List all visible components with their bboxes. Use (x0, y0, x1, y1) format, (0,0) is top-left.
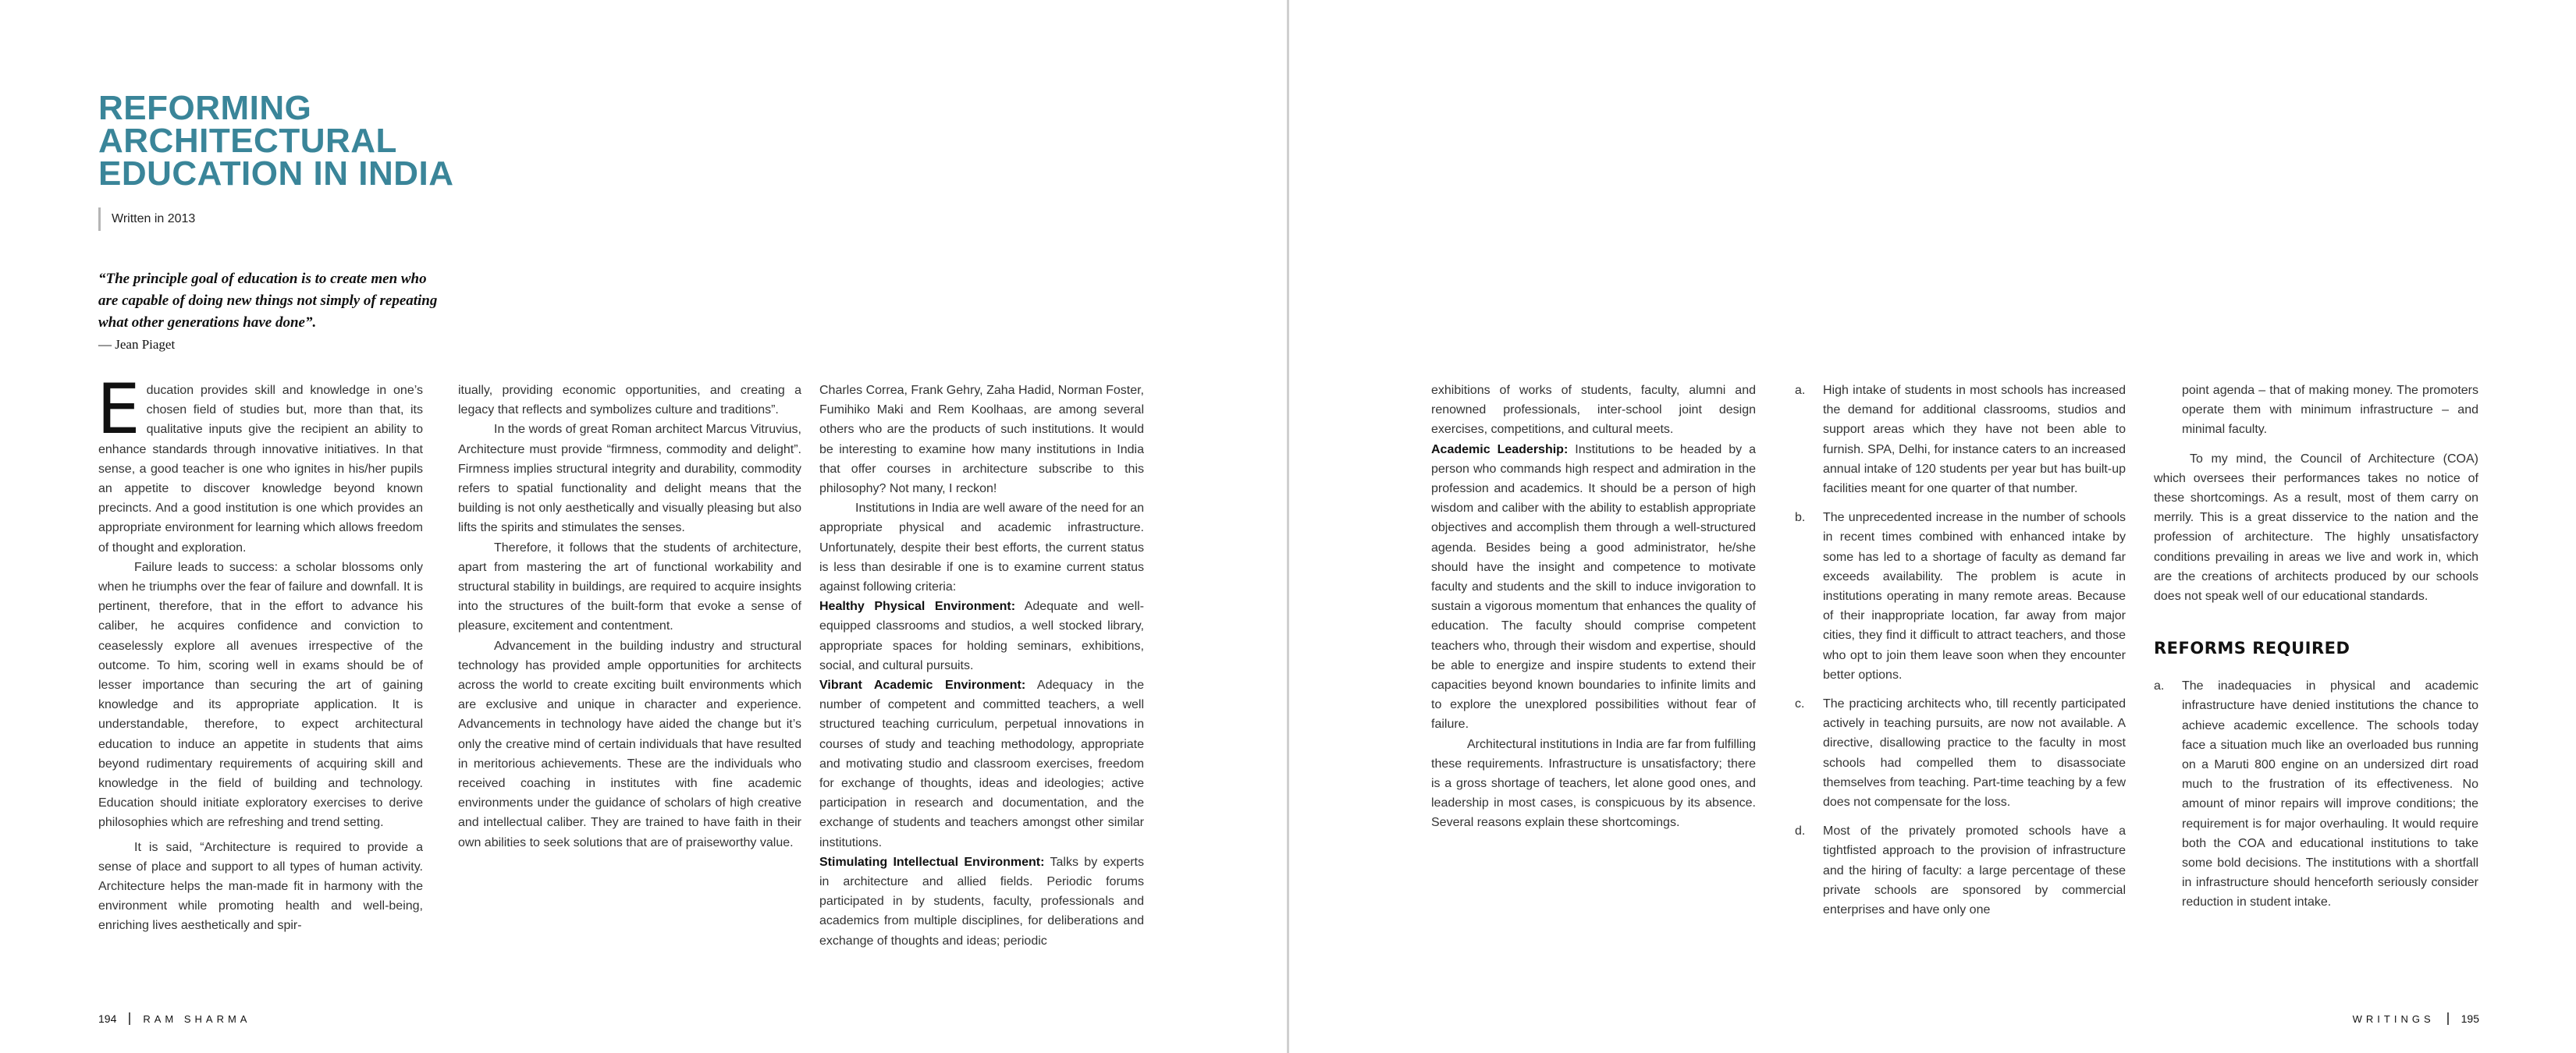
paragraph: In the words of great Roman architect Marcus Vitruvius, Architecture must provide “firmness, commodity and delight”. Firmness implies structural integrity and durability, commodity refers to spatial functionality and delight means that the building is not only aesthetically and visually pleasing but also lifts the spirits and stimulates the senses. (458, 423, 801, 535)
criterion-label: Healthy Physical Environment: (819, 600, 1016, 614)
paragraph: Charles Correa, Frank Gehry, Zaha Hadid, Norman Foster, Fumihiko Maki and Rem Koolhaas, are among several others who are the products of such institutions. It would be interesting to examine how many institutions in India that offer courses in architecture subscribe to this philosophy? Not many, I reckon! (819, 384, 1144, 496)
paragraph: itually, providing economic opportunities, and creating a legacy that reflects and symbolizes culture and traditions”. (458, 384, 801, 417)
list-item (1795, 694, 2126, 812)
criterion (819, 675, 1144, 853)
criterion-text: Adequate and well-equipped classrooms and studios, a well stocked library, appropriate spaces for holding seminars, exhibitions, social, and cultural pursuits. (819, 600, 1145, 672)
criterion-text: Institutions to be headed by a person who commands high respect and admiration in the profession and academics. It should be a person of high wisdom and caliber with the ability to establish appropriate objectives and accomplish them through a well-structured agenda. Besides being a good administrator, he/she should have the insight and competence to motivate faculty and students and the skill to induce invigoration to sustain a vigorous momentum that enhances the quality of education. The faculty should comprise competent teachers who, through their wisdom and expertise, should be able to energize and inspire students to extend their capacities beyond known boundaries to infinite limits and to explore the unexplored possibilities without fear of failure. (1431, 442, 1757, 732)
title-line: ARCHITECTURAL (98, 122, 397, 160)
list-item (2154, 676, 2478, 912)
criterion-label: Academic Leadership: (1431, 442, 1569, 456)
criterion-label: Stimulating Intellectual Environment: (819, 855, 1045, 869)
list-item (1795, 381, 2126, 498)
paragraph: Institutions in India are well aware of the need for an appropriate physical and academic infrastructure. Unfortunately, despite their best efforts, the current status is less than desirable if one is to examine current status against following criteria: (819, 502, 1144, 594)
body-column-3 (819, 381, 1144, 951)
list-text: The inadequacies in physical and academic infrastructure have denied institutions the chance to achieve academic excellence. The schools today face a situation much like an overloaded bus running on a Maruti 800 engine on an undersized dirt road much to the frustration of its effectiveness. No amount of minor repairs will improve conditions; the requirement is for major overhauling. It would require both the COA and educational institutions to take some bold decisions. The institutions with a shortfall in infrastructure should henceforth seriously consider reduction in student intake. (2182, 679, 2478, 909)
paragraph: Failure leads to success: a scholar blossoms only when he triumphs over the fear of failure and downfall. It is pertinent, therefore, that in the effort to advance his caliber, he acquires confidence and conviction to ceaselessly explore all avenues irrespective of the outcome. To him, scoring well in exams should be of lesser importance than securing the art of gaining knowledge and its appropriate application. It is understandable, therefore, to expect architectural education to induce an appetite in students that aims beyond rudimentary requirements of acquiring skill and knowledge in the field of building and technology. Education should initiate exploratory exercises to derive philosophies which are refreshing and trend setting. (98, 560, 423, 830)
epigraph-quote: “The principle goal of education is to create men who are capable of doing new things not simply of repeating what other generations have done”. (98, 271, 438, 331)
criterion (819, 597, 1144, 675)
body-column-4 (1431, 381, 1756, 833)
body-column-2 (458, 381, 801, 853)
paragraph: Therefore, it follows that the students of architecture, apart from mastering the art of functional workability and structural stability in buildings, are required to acquire insights into the structures of the built-form that evoke a sense of pleasure, excitement and contentment. (458, 541, 801, 633)
footer-right (2353, 1009, 2479, 1029)
paragraph: To my mind, the Council of Architecture (COA) which oversees their performances takes no notice of these shortcomings. As a result, most of them carry on merrily. This is a great disservice to the nation and the profession of architecture. The highly unsatisfactory conditions prevailing in areas we live and work in, which are the creations of architects produced by our schools does not speak well of our educational standards. (2154, 452, 2478, 604)
article-title (98, 89, 567, 193)
list-text: The unprecedented increase in the number of schools in recent times combined with enhanced intake by some has led to a shortage of faculty as demand far exceeds availability. The problem is acute in institutions operating in many remote areas. Because of their inappropriate location, far away from major cities, they find it difficult to attract teachers, and those who opt to join them leave soon when they encounter better options. (1823, 511, 2126, 682)
section-name: WRITINGS (2352, 1013, 2435, 1025)
drop-cap: E (97, 369, 140, 449)
footer-left (98, 1009, 250, 1029)
list-marker: d. (1795, 824, 1806, 838)
epigraph (98, 268, 449, 354)
paragraph: Advancement in the building industry and structural technology has provided ample opportunities for architects across the world to create exciting built environments which are exclusive and unique in character and experience. Advancements in technology have aided the change but it’s only the creative mind of certain individuals that have resulted in meritorious achievements. These are the individuals who received coaching in institutes with fine academic environments under the guidance of scholars of high creative and intellectual caliber. They are trained to have faith in their own abilities to seek solutions that are of praiseworthy value. (458, 639, 801, 849)
title-line: REFORMING (98, 89, 312, 127)
list-marker: a. (1795, 384, 1806, 397)
list-text: High intake of students in most schools has increased the demand for additional classrooms, studios and support areas which they have not been able to furnish. SPA, Delhi, for instance caters to an increased annual intake of 120 students per year but has built-up facilities meant for one quarter of that number. (1823, 384, 2126, 496)
paragraph-text: ducation provides skill and knowledge in one’s chosen field of studies but, more than that, its qualitative inputs give the recipient an ability to enhance standards through innovative initiatives. In that sense, a good teacher is one who ignites in his/her pupils an appetite to discover knowledge beyond known precincts. And a good institution is one which provides an appropriate environment for learning which allows freedom of thought and exploration. (98, 384, 423, 555)
footer-separator (129, 1012, 130, 1025)
list-text: Most of the privately promoted schools have a tightfisted approach to the provision of infrastructure and the hiring of faculty: a large percentage of these private schools are sponsored by commercial enterprises and have only one (1823, 824, 2126, 917)
reasons-list (1795, 381, 2126, 929)
list-item (1795, 508, 2126, 685)
footer-separator (2447, 1012, 2449, 1025)
criterion-text: Adequacy in the number of competent and committed teachers, a well structured teaching curriculum, perpetual innovations in courses of study and teaching methodology, appropriate and motivating studio and classroom exercises, freedom for exchange of thoughts, ideas and ideologies; active participation in research and documentation, and the exchange of students and teachers amongst other similar institutions. (819, 679, 1145, 849)
body-column-6 (2154, 381, 2478, 922)
list-marker: b. (1795, 511, 1806, 525)
criterion (819, 853, 1144, 951)
list-text: The practicing architects who, till recently participated actively in teaching pursuits, are now not available. A directive, disallowing practice to the faculty in most schools had compelled them to disassociate themselves from teaching. Part-time teaching by a few does not compensate for the loss. (1823, 697, 2126, 810)
quote-attribution: — Jean Piaget (98, 337, 176, 352)
page-number: 194 (98, 1012, 117, 1025)
paragraph (97, 369, 423, 558)
list-continuation: point agenda – that of making money. The promoters operate them with minimum infrastructure – and minimal faculty. (2182, 384, 2478, 437)
paragraph: exhibitions of works of students, faculty, alumni and renowned professionals, inter-school joint design exercises, competitions, and cultural meets. (1431, 384, 1756, 437)
title-line: EDUCATION IN INDIA (98, 154, 454, 193)
page-gutter-divider (1287, 0, 1289, 1053)
written-date: Written in 2013 (98, 207, 195, 231)
author-name: RAM SHARMA (143, 1013, 251, 1025)
page-number: 195 (2461, 1012, 2479, 1025)
list-marker: a. (2154, 679, 2165, 693)
criterion (1431, 440, 1756, 735)
list-item (1795, 821, 2126, 920)
body-column-1 (97, 369, 423, 936)
criterion-text: Talks by experts in architecture and allied fields. Periodic forums participated in by students, faculty, professionals and academics from multiple disciplines, for deliberations and exchange of thoughts and ideas; periodic (819, 855, 1144, 948)
criterion-label: Vibrant Academic Environment: (819, 679, 1026, 693)
section-heading: REFORMS REQUIRED (2154, 639, 2350, 658)
list-marker: c. (1795, 697, 1805, 711)
paragraph: Architectural institutions in India are far from fulfilling these requirements. Infrastructure is unsatisfactory; there is a gross shortage of teachers, let alone good ones, and leadership in most cases, is conspicuous by its absence. Several reasons explain these shortcomings. (1431, 737, 1756, 830)
paragraph: It is said, “Architecture is required to provide a sense of place and support to all types of human activity. Architecture helps the man-made fit in harmony with the environment while promoting health and well-being, enriching lives aesthetically and spir- (98, 840, 423, 933)
